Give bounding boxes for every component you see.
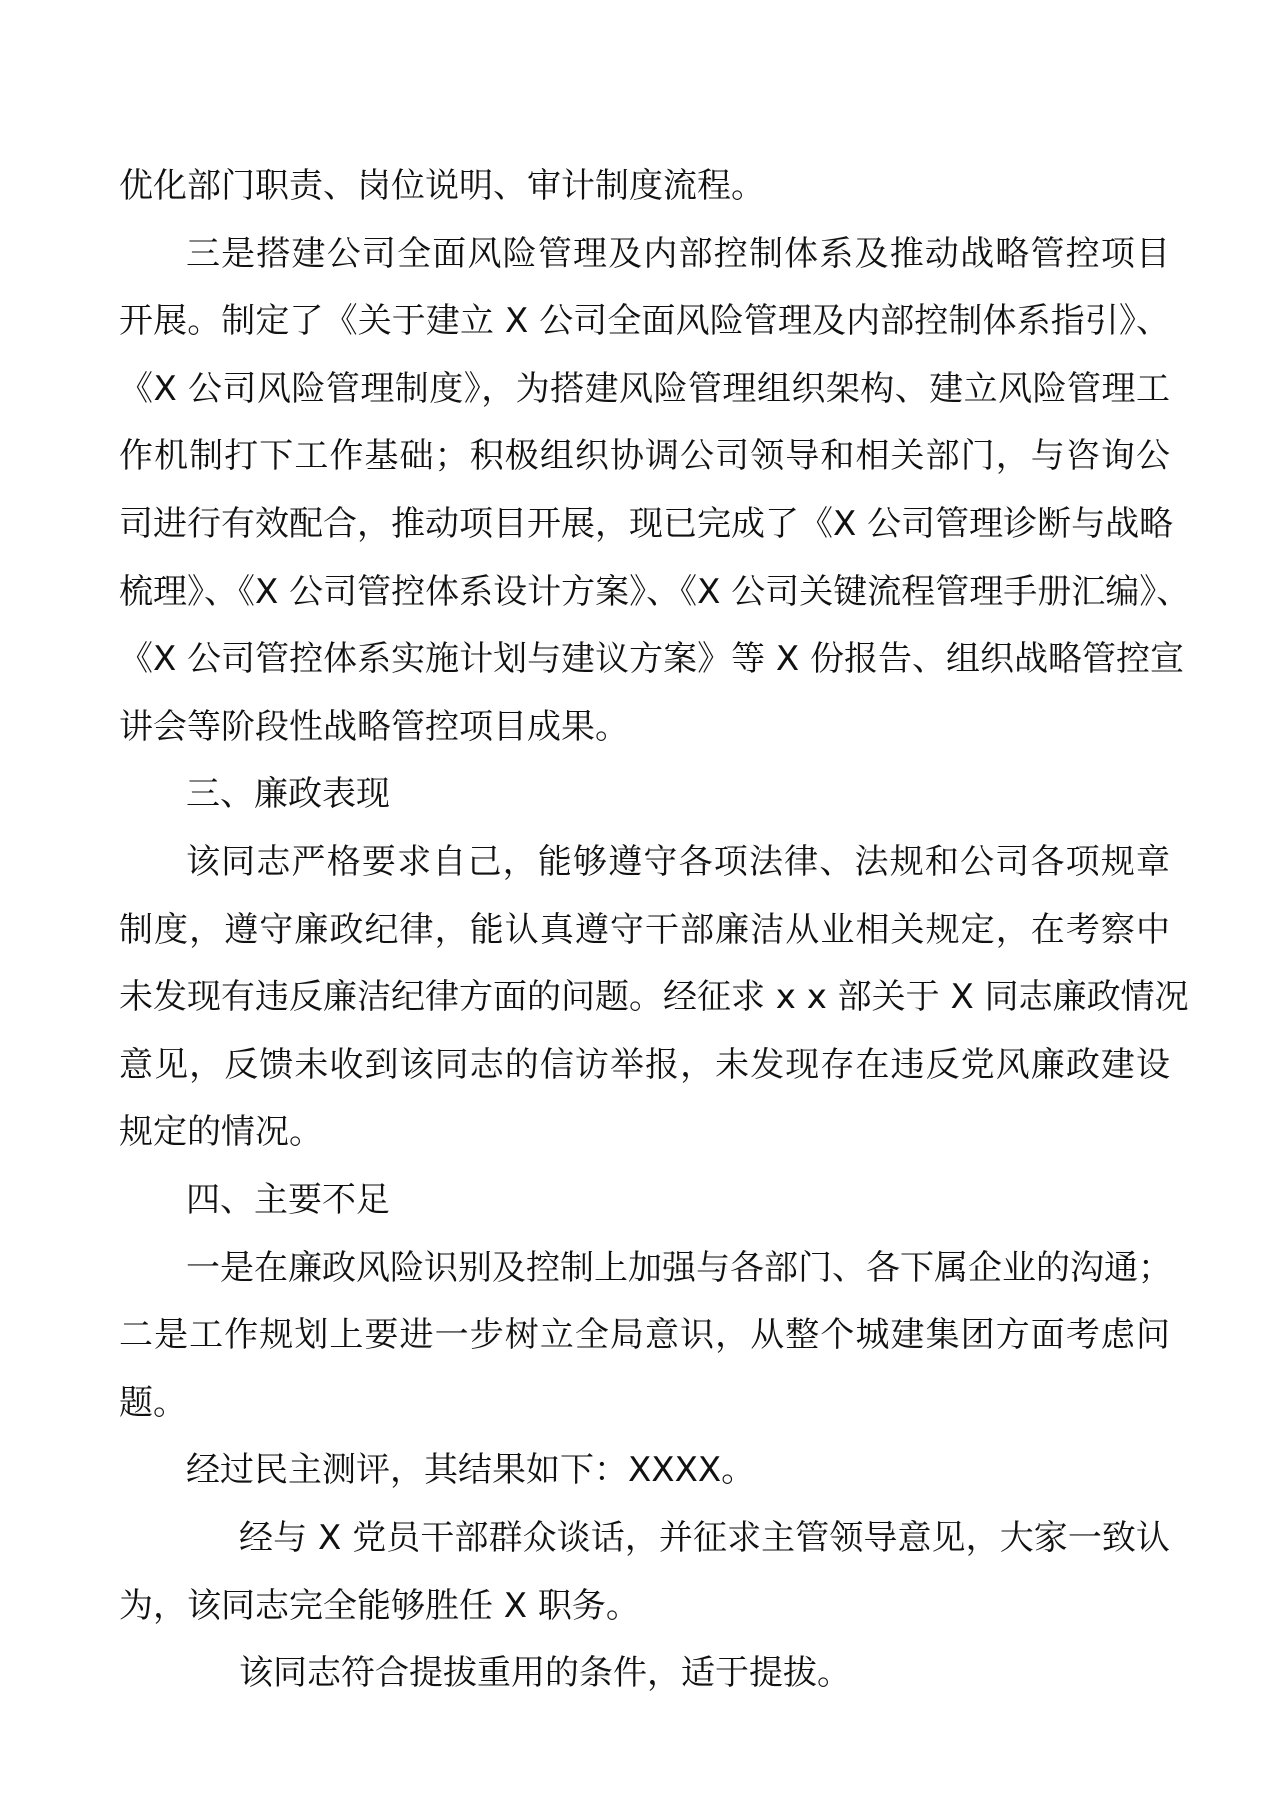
text-line: 经与 X 党员干部群众谈话，并征求主管领导意见，大家一致认 <box>239 1518 1170 1558</box>
text-line: 三、廉政表现 <box>186 774 390 815</box>
text-line: 作机制打下工作基础；积极组织协调公司领导和相关部门，与咨询公 <box>119 436 1170 477</box>
text-line: 未发现有违反廉洁纪律方面的问题。经征求 x x 部关于 X 同志廉政情况 <box>119 977 1189 1018</box>
text-line: 三是搭建公司全面风险管理及内部控制体系及推动战略管控项目 <box>186 233 1170 274</box>
text-line: 一是在廉政风险识别及控制上加强与各部门、各下属企业的沟通； <box>186 1247 1172 1288</box>
text-line: 题。 <box>119 1382 187 1423</box>
text-line: 司进行有效配合，推动项目开展，现已完成了《X 公司管理诊断与战略 <box>119 504 1174 544</box>
text-line: 《X 公司风险管理制度》，为搭建风险管理组织架构、建立风险管理工 <box>119 368 1170 409</box>
text-line: 该同志严格要求自己，能够遵守各项法律、法规和公司各项规章 <box>186 842 1170 882</box>
text-line: 优化部门职责、岗位说明、审计制度流程。 <box>119 166 765 206</box>
text-line: 意见，反馈未收到该同志的信访举报，未发现存在违反党风廉政建设 <box>119 1044 1170 1085</box>
text-line: 四、主要不足 <box>186 1180 390 1220</box>
text-line: 《X 公司管控体系实施计划与建议方案》等 X 份报告、组织战略管控宣 <box>119 639 1185 680</box>
text-line: 梳理》、《X 公司管控体系设计方案》、《X 公司关键流程管理手册汇编》、 <box>119 571 1191 612</box>
text-line: 开展。制定了《关于建立 X 公司全面风险管理及内部控制体系指引》、 <box>119 301 1170 342</box>
text-line: 讲会等阶段性战略管控项目成果。 <box>119 706 629 747</box>
text-line: 为，该同志完全能够胜任 X 职务。 <box>119 1585 640 1626</box>
text-line: 该同志符合提拔重用的条件，适于提拔。 <box>239 1653 851 1694</box>
text-line: 经过民主测评，其结果如下：XXXX。 <box>186 1450 756 1491</box>
text-line: 制度，遵守廉政纪律，能认真遵守干部廉洁从业相关规定，在考察中 <box>119 909 1170 950</box>
text-line: 二是工作规划上要进一步树立全局意识，从整个城建集团方面考虑问 <box>119 1315 1170 1356</box>
text-line: 规定的情况。 <box>119 1112 323 1153</box>
